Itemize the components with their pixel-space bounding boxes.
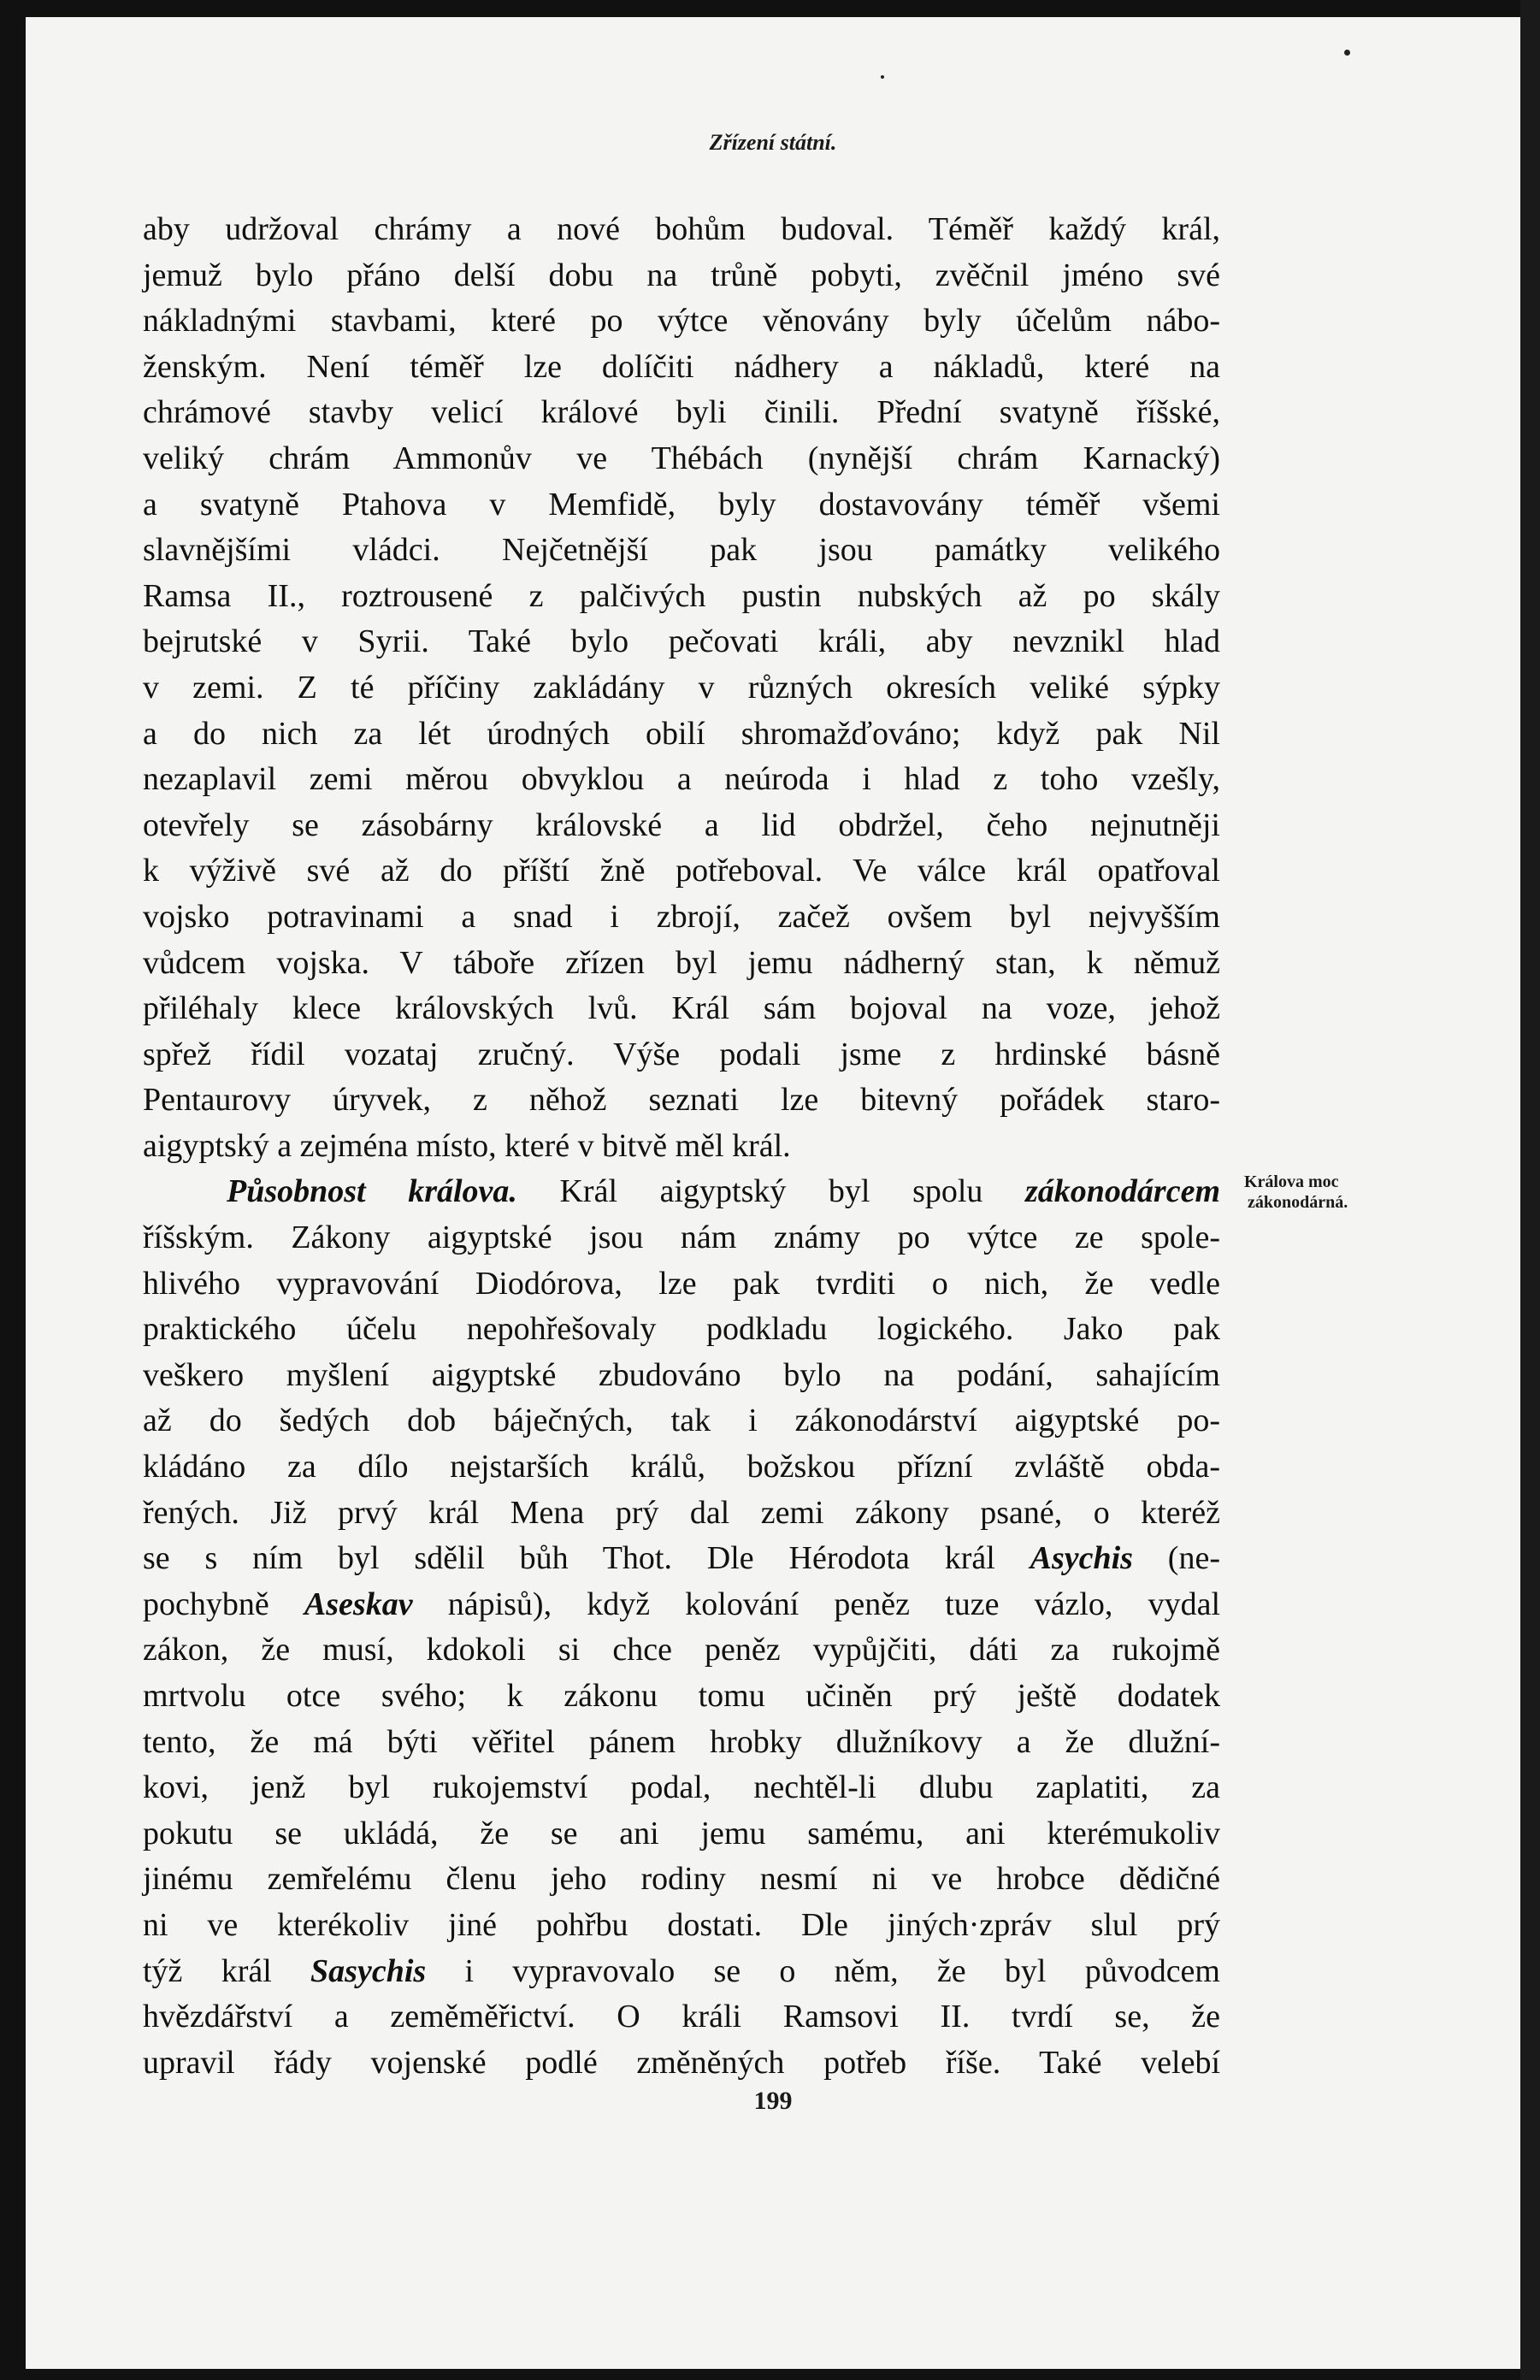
text-line: jinému zemřelému členu jeho rodiny nesmí ni ve hrobce dědičné [143,1861,1220,1898]
body-text [143,207,1220,2086]
marginal-note-line: Králova moc [1244,1172,1339,1191]
text-line: říšským. Zákony aigyptské jsou nám známy po výtce ze spole- [143,1220,1220,1256]
text-line: řených. Již prvý král Mena prý dal zemi zákony psané, o kteréž [143,1494,1220,1531]
text-line: veliký chrám Ammonův ve Thébách (nynější chrám Karnacký) [143,440,1220,476]
inline-text: nápisů), když kolování peněz tuze vázlo, vydal [412,1586,1220,1622]
text-line [143,1582,1220,1628]
text-line: v zemi. Z té příčiny zakládány v různých okresích veliké sýpky [143,669,1220,706]
inline-text: pochybně [143,1586,304,1622]
inline-text: týž král [143,1952,311,1989]
emphasis-text: Aseskav [304,1586,413,1622]
text-line: chrámové stavby velicí králové byli činili. Přední svatyně říšské, [143,394,1220,431]
inline-text: (ne- [1132,1540,1220,1577]
text-line: ni ve kterékoliv jiné pohřbu dostati. Dle jiných·zpráv slul prý [143,1906,1220,1943]
marginal-note-line: zákonodárná. [1248,1193,1348,1212]
page-edge-shadow [1520,0,1540,2380]
text-line: Ramsa II., roztrousené z palčivých pustin nubských až po skály [143,577,1220,614]
text-line: k výživě své až do příští žně potřeboval. Ve válce král opatřoval [143,853,1220,889]
running-header: Zřízení státní. [709,130,837,155]
text-line: nezaplavil zemi měrou obvyklou a neúroda i hlad z toho vzešly, [143,761,1220,798]
text-line: aby udržoval chrámy a nové bohům budoval. Téměř každý král, [143,211,1220,247]
text-line: veškero myšlení aigyptské zbudováno bylo na podání, sahajícím [143,1356,1220,1393]
text-line: vojsko potravinami a snad i zbrojí, začež ovšem byl nejvyšším [143,898,1220,935]
text-line: Pentaurovy úryvek, z něhož seznati lze bitevný pořádek staro- [143,1082,1220,1119]
inline-text: i vypravovalo se o něm, že byl původcem [426,1952,1220,1989]
text-line: nákladnými stavbami, které po výtce věnovány byly účelům nábo- [143,303,1220,340]
text-line: ženským. Není téměř lze dolíčiti nádhery a nákladů, které na [143,348,1220,385]
book-page [26,17,1520,2369]
text-line: hlivého vypravování Diodórova, lze pak tvrditi o nich, že vedle [143,1265,1220,1302]
inline-text: se s ním byl sdělil bůh Thot. Dle Hérodota král [143,1540,995,1577]
text-line [143,1536,1220,1582]
text-line: pokutu se ukládá, že se ani jemu samému, ani kterémukoliv [143,1815,1220,1851]
speck-mark [881,75,884,79]
text-line [143,1949,1220,1995]
emphasis-text: zákonodárcem [1025,1173,1220,1210]
text-line: tento, že má býti věřitel pánem hrobky dlužníkovy a že dlužní- [143,1723,1220,1760]
text-line: mrtvolu otce svého; k zákonu tomu učiněn prý ještě dodatek [143,1678,1220,1714]
text-line: až do šedých dob báječných, tak i zákonodárství aigyptské po- [143,1403,1220,1439]
text-line: aigyptský a zejména místo, které v bitvě měl král. [143,1127,791,1164]
text-line: bejrutské v Syrii. Také bylo pečovati králi, aby nevznikl hlad [143,623,1220,660]
text-line: upravil řády vojenské podlé změněných potřeb říše. Také velebí [143,2044,1220,2081]
speck-mark [1344,50,1350,56]
text-line: spřež řídil vozataj zručný. Výše podali jsme z hrdinské básně [143,1036,1220,1072]
emphasis-text: Asychis [1030,1540,1133,1577]
text-line: kládáno za dílo nejstarších králů, božskou přízní zvláště obda- [143,1449,1220,1485]
text-line: a svatyně Ptahova v Memfidě, byly dostavovány téměř všemi [143,486,1220,523]
text-line: zákon, že musí, kdokoli si chce peněz vypůjčiti, dáti za rukojmě [143,1632,1220,1668]
inline-text: Král aigyptský byl spolu [516,1173,1025,1210]
text-line: a do nich za lét úrodných obilí shromažďováno; když pak Nil [143,715,1220,752]
text-line-section-start [143,1169,1220,1215]
text-line: přiléhaly klece královských lvů. Král sám bojoval na voze, jehož [143,990,1220,1027]
page-number: 199 [753,2087,793,2115]
text-line: hvězdářství a zeměměřictví. O králi Ramsovi II. tvrdí se, že [143,1999,1220,2035]
text-line: otevřely se zásobárny královské a lid obdržel, čeho nejnutněji [143,806,1220,843]
marginal-note [1244,1172,1415,1213]
section-heading: Působnost králova. [227,1173,517,1210]
text-line: slavnějšími vládci. Nejčetnější pak jsou památky velikého [143,532,1220,569]
text-line: praktického účelu nepohřešovaly podkladu logického. Jako pak [143,1311,1220,1348]
emphasis-text: Sasychis [310,1952,427,1989]
text-line: jemuž bylo přáno delší dobu na trůně pobyti, zvěčnil jméno své [143,257,1220,293]
text-line: kovi, jenž byl rukojemství podal, nechtěl-li dlubu zaplatiti, za [143,1769,1220,1806]
text-line: vůdcem vojska. V táboře zřízen byl jemu nádherný stan, k němuž [143,944,1220,981]
